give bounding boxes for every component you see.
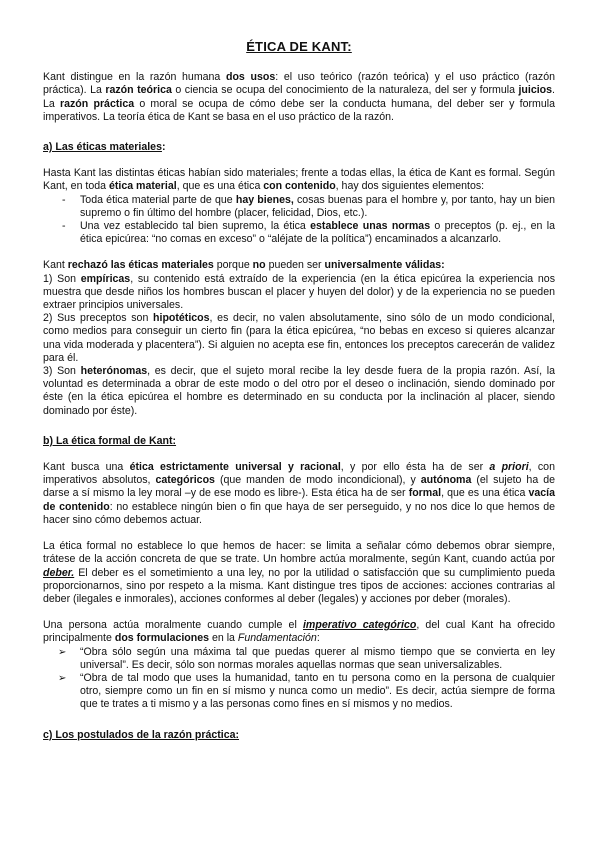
reason-1: 1) Son empíricas, su contenido está extraído de la experiencia (en la ética epicúrea la experiencia nos muestra que desde niños los hombres buscan el placer y huyen del dolor) y de la experiencia no se pueden extraer principios universales. [43,272,555,312]
intro-paragraph: Kant distingue en la razón humana dos usos: el uso teórico (razón teórica) y el uso práctico (razón práctica). La razón teórica o ciencia se ocupa del conocimiento de la naturaleza, del ser y formula juicios. La razón práctica o moral se ocupa de cómo debe ser la conducta humana, del deber ser y formula imperativos. La teoría ética de Kant se basa en el uso práctico de la razón. [43,71,555,123]
document-page [43,40,555,742]
list-item: ➢ “Obra de tal modo que uses la humanidad, tanto en tu persona como en la persona de cualquier otro, siempre como un fin en sí mismo y nunca como un medio”. Es decir, actúa siempre de forma que te trates a ti mismo y a las personas como fines en sí mismos y no medios. [58,671,555,711]
section-b-paragraph-3: Una persona actúa moralmente cuando cumple el imperativo categórico, del cual Kant ha ofrecido principalmente dos formulaciones en la Fundamentación: [43,619,555,645]
reason-3: 3) Son heterónomas, es decir, que el sujeto moral recibe la ley desde fuera de la propia razón. Así, la voluntad es determinada a obrar de este modo o del otro por el deseo o inclinación, siendo dominado por éste (en la ética epicúrea el hombre es determinado en su conducta por la inclinación al placer, siendo dominado por éste). [43,365,555,417]
list-item: ➢ “Obra sólo según una máxima tal que puedas querer al mismo tiempo que se convierta en ley universal”. Es decir, sólo son normas morales aquellas normas que sean universalizables. [58,645,555,671]
arrow-bullet-icon: ➢ [58,672,67,684]
page-title: ÉTICA DE KANT: [246,39,352,54]
section-b-paragraph-1: Kant busca una ética estrictamente universal y racional, y por ello ésta ha de ser a priori, con imperativos absolutos, categóricos (que manden de modo incondicional), y autónoma (el sujeto ha de darse a sí mismo la ley moral –y de ese modo es libre-). Esta ética ha de ser formal, que es una ética vacía de contenido: no establece ningún bien o fin que haya de ser perseguido, y no nos dice lo que hemos de hacer sino cómo debemos actuar. [43,461,555,526]
section-a-paragraph-2: Kant rechazó las éticas materiales porque no pueden ser universalmente válidas: [43,259,445,272]
formulations-list [43,646,555,712]
material-ethics-list [43,194,555,247]
list-item: - Una vez establecido tal bien supremo, la ética establece unas normas o preceptos (p. ej., en la ética epicúrea: “no comas en exceso” o “aléjate de la política”) encaminados a alcanzarlo. [62,220,555,246]
arrow-bullet-icon: ➢ [58,646,67,658]
reason-2: 2) Sus preceptos son hipotéticos, es decir, no valen absolutamente, sino sólo de un modo condicional, como medios para conseguir un cierto fin (para la ética epicúrea, “no bebas en exceso si quieres alcanzar una vida moderada y placentera”). Si alguien no acepta ese fin, entonces los preceptos carecerán de validez para él. [43,312,555,364]
section-a-paragraph-1: Hasta Kant las distintas éticas habían sido materiales; frente a todas ellas, la ética de Kant es formal. Según Kant, en toda ética material, que es una ética con contenido, hay dos siguientes elementos: [43,167,555,193]
section-b-paragraph-2: La ética formal no establece lo que hemos de hacer: se limita a señalar cómo debemos obrar siempre, trátese de la acción concreta de que se trate. Un hombre actúa moralmente, según Kant, cuando actúa por deber. El deber es el sometimiento a una ley, no por la utilidad o satisfacción que su cumplimiento pueda proporcionarnos, sino por respeto a la misma. Kant distingue tres tipos de acciones: acciones contrarias al deber (ilegales e inmorales), acciones conformes al deber (legales) y acciones por deber (morales). [43,540,555,605]
section-a-heading: a) Las éticas materiales: [43,141,166,154]
section-c-heading: c) Los postulados de la razón práctica: [43,728,240,741]
section-b-heading: b) La ética formal de Kant: [43,434,177,447]
list-item: - Toda ética material parte de que hay bienes, cosas buenas para el hombre y, por tanto, hay un bien supremo o fin último del hombre (placer, felicidad, Dios, etc.). [62,193,555,219]
